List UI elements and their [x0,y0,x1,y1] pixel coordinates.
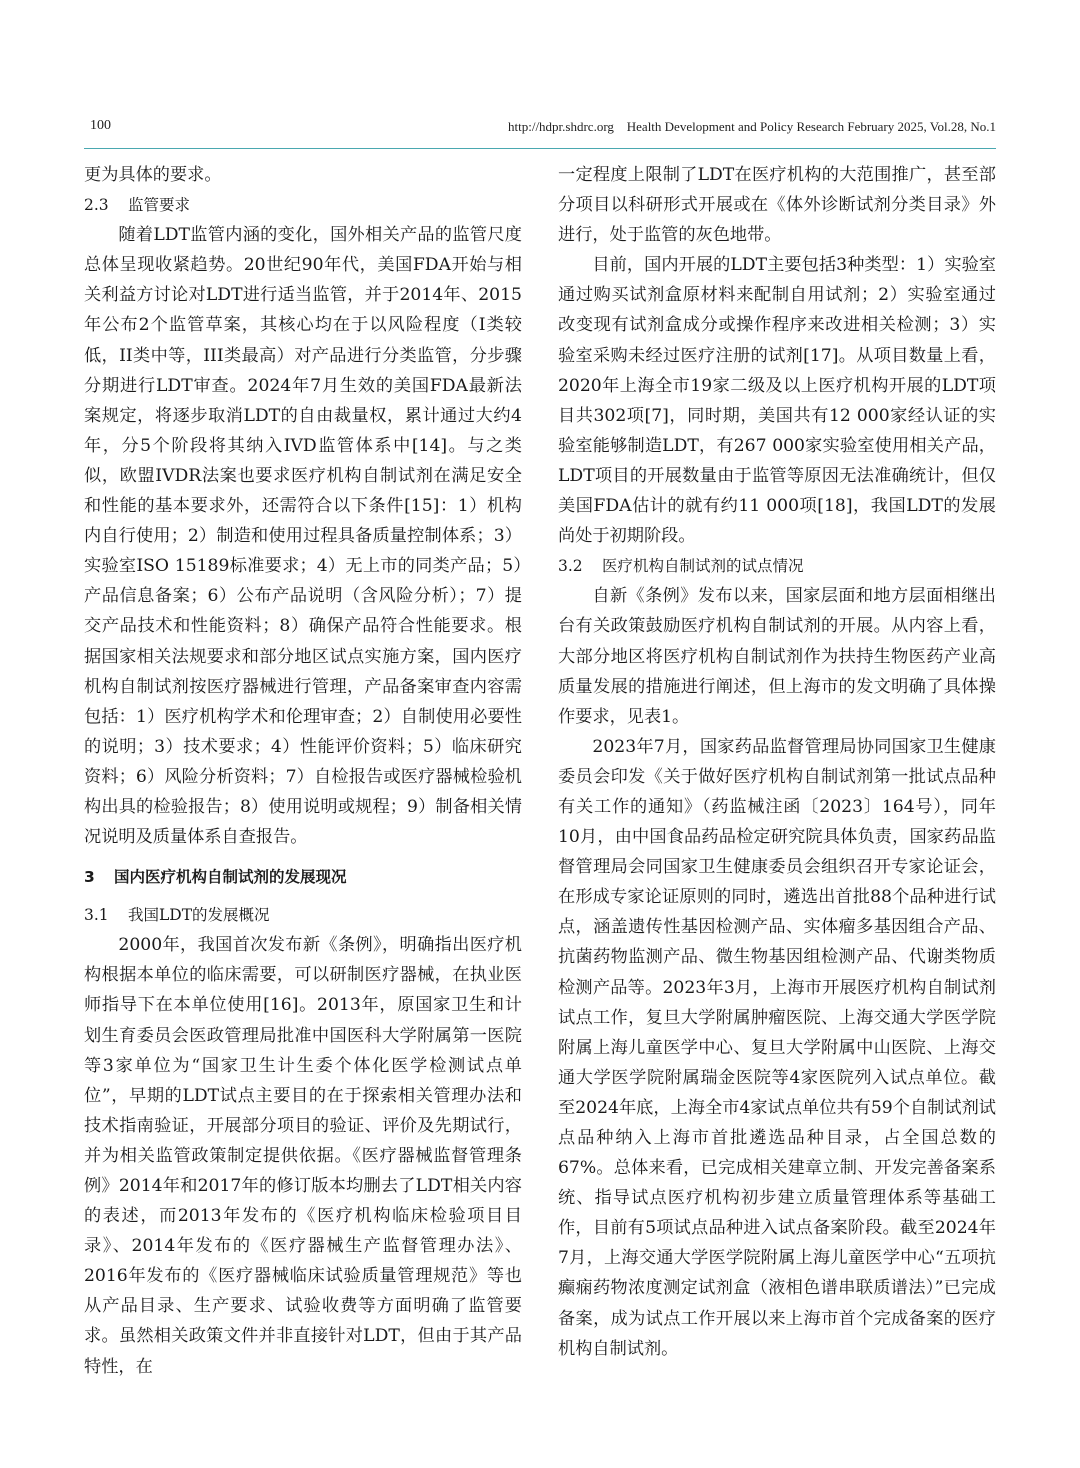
left-column [84,160,522,1382]
paragraph: 2023年7月，国家药品监督管理局协同国家卫生健康委员会印发《关于做好医疗机构自制试剂第一批试点品种有关工作的通知》（药监械注函〔2023〕164号），同年10月，由中国食品药品检定研究院具体负责，国家药品监督管理局会同国家卫生健康委员会组织召开专家论证会，在形成专家论证原则的同时，遴选出首批88个品种进行试点，涵盖遗传性基因检测产品、实体瘤多基因组合产品、抗菌药物监测产品、微生物基因组检测产品、代谢类物质检测产品等。2023年3月，上海市开展医疗机构自制试剂试点工作，复旦大学附属肿瘤医院、上海交通大学医学院附属上海儿童医学中心、复旦大学附属中山医院、上海交通大学医学院附属瑞金医院等4家医院列入试点单位。截至2024年底，上海全市4家试点单位共有59个自制试剂试点品种纳入上海市首批遴选品种目录，占全国总数的67%。总体来看，已完成相关建章立制、开发完善备案系统、指导试点医疗机构初步建立质量管理体系等基础工作，目前有5项试点品种进入试点备案阶段。截至2024年7月，上海交通大学医学院附属上海儿童医学中心“五项抗癫痫药物浓度测定试剂盒（液相色谱串联质谱法）”已完成备案，成为试点工作开展以来上海市首个完成备案的医疗机构自制试剂。 [558,736,996,1359]
section-number: 3.2 [558,557,583,576]
section-heading-2-3 [84,190,522,220]
paragraph: 目前，国内开展的LDT主要包括3种类型：1）实验室通过购买试剂盒原材料来配制自用试剂；2）实验室通过改变现有试剂盒成分或操作程序来改进相关检测；3）实验室采购未经过医疗注册的试剂[17]。从项目数量上看，2020年上海全市19家二级及以上医疗机构开展的LDT项目共302项[7]，同时期，美国共有12 000家经认证的实验室能够制造LDT，有267 000家实验室使用相关产品，LDT项目的开展数量由于监管等原因无法准确统计，但仅美国FDA估计的就有约11 000项[18]，我国LDT的发展尚处于初期阶段。 [558,255,996,547]
journal-citation: Health Development and Policy Research February 2025, Vol.28, No.1 [626,119,996,134]
section-heading-3-1 [84,900,522,930]
paragraph: 自新《条例》发布以来，国家层面和地方层面相继出台有关政策鼓励医疗机构自制试剂的开展。从内容上看，大部分地区将医疗机构自制试剂作为扶持生物医药产业高质量发展的措施进行阐述，但上海市的发文明确了具体操作要求，见表1。 [558,586,996,727]
section-title: 我国LDT的发展概况 [128,906,270,925]
section-number: 3.1 [84,906,109,925]
section-title: 监管要求 [128,196,191,215]
running-header [84,118,996,140]
section-title: 医疗机构自制试剂的试点情况 [602,557,804,576]
paragraph: 更为具体的要求。 [84,165,222,185]
paragraph: 一定程度上限制了LDT在医疗机构的大范围推广，甚至部分项目以科研形式开展或在《体外诊断试剂分类目录》外进行，处于监管的灰色地带。 [558,165,996,246]
section-number: 3 [84,868,95,887]
paragraph: 2000年，我国首次发布新《条例》，明确指出医疗机构根据本单位的临床需要，可以研制医疗器械，在执业医师指导下在本单位使用[16]。2013年，原国家卫生和计划生育委员会医政管理局批准中国医科大学附属第一医院等3家单位为“国家卫生计生委个体化医学检测试点单位”，早期的LDT试点主要目的在于探索相关管理办法和技术指南验证，开展部分项目的验证、评价及先期试行，并为相关监管政策制定提供依据。《医疗器械监督管理条例》2014年和2017年的修订版本均删去了LDT相关内容的表述，而2013年发布的《医疗机构临床检验项目目录》、2014年发布的《医疗器械生产监督管理办法》、2016年发布的《医疗器械临床试验质量管理规范》等也从产品目录、生产要求、试验收费等方面明确了监管要求。虽然相关政策文件并非直接针对LDT，但由于其产品特性，在 [84,935,522,1377]
section-heading-3 [84,862,522,892]
section-heading-3-2 [558,551,996,581]
right-column [558,160,996,1364]
page-number: 100 [90,118,111,133]
journal-url[interactable]: http://hdpr.shdrc.org [508,119,614,134]
header-divider [84,148,996,149]
section-title: 国内医疗机构自制试剂的发展现况 [114,868,347,887]
paragraph: 随着LDT监管内涵的变化，国外相关产品的监管尺度总体呈现收紧趋势。20世纪90年代，美国FDA开始与相关利益方讨论对LDT进行适当监管，并于2014年、2015年公布2个监管草案，其核心均在于以风险程度（I类较低，II类中等，III类最高）对产品进行分类监管，分步骤分期进行LDT审查。2024年7月生效的美国FDA最新法案规定，将逐步取消LDT的自由裁量权，累计通过大约4年，分5个阶段将其纳入IVD监管体系中[14]。与之类似，欧盟IVDR法案也要求医疗机构自制试剂在满足安全和性能的基本要求外，还需符合以下条件[15]：1）机构内自行使用；2）制造和使用过程具备质量控制体系；3）实验室ISO 15189标准要求；4）无上市的同类产品；5）产品信息备案；6）公布产品说明（含风险分析）；7）提交产品技术和性能资料；8）确保产品符合性能要求。根据国家相关法规要求和部分地区试点实施方案，国内医疗机构自制试剂按医疗器械进行管理，产品备案审查内容需包括：1）医疗机构学术和伦理审查；2）自制使用必要性的说明；3）技术要求；4）性能评价资料；5）临床研究资料；6）风险分析资料；7）自检报告或医疗器械检验机构出具的检验报告；8）使用说明或规程；9）制备相关情况说明及质量体系自查报告。 [84,225,522,848]
section-number: 2.3 [84,196,109,215]
